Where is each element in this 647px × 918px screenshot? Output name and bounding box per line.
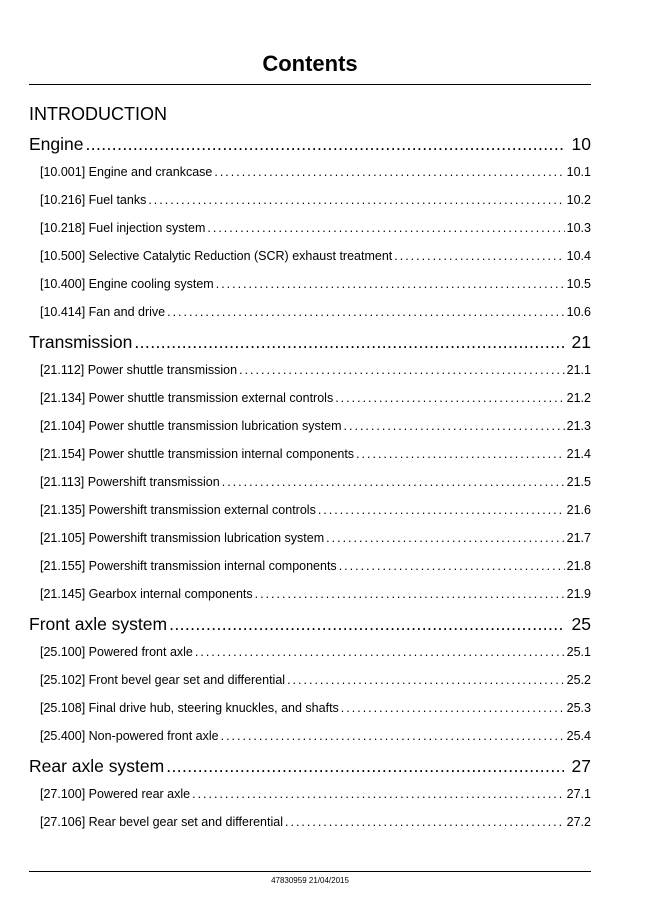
entry-label: [21.134] Power shuttle transmission external controls xyxy=(40,391,334,405)
dot-leader xyxy=(339,552,565,580)
toc-entry[interactable] xyxy=(29,496,591,524)
entry-page-number: 21.6 xyxy=(566,503,591,517)
dot-leader xyxy=(356,440,565,468)
dot-leader xyxy=(255,580,565,608)
entry-page-number: 27.2 xyxy=(566,815,591,829)
entry-page-number: 21.3 xyxy=(566,419,591,433)
entry-page-number: 10.6 xyxy=(566,305,591,319)
entry-page-number: 25.2 xyxy=(566,673,591,687)
entry-label: [21.105] Powershift transmission lubrication system xyxy=(40,531,325,545)
entry-page-number: 21.9 xyxy=(566,587,591,601)
section-title: Transmission xyxy=(29,332,133,352)
entry-page-number: 10.2 xyxy=(566,193,591,207)
section-page-number: 25 xyxy=(571,614,591,634)
entry-label: [10.001] Engine and crankcase xyxy=(40,165,213,179)
footer-doc-id: 47830959 21/04/2015 xyxy=(271,876,349,885)
toc-section-heading[interactable] xyxy=(29,610,591,638)
entry-label: [21.155] Powershift transmission internal components xyxy=(40,559,337,573)
entry-page-number: 21.7 xyxy=(566,531,591,545)
toc-entry[interactable] xyxy=(29,722,591,750)
entry-page-number: 10.1 xyxy=(566,165,591,179)
toc-entry[interactable] xyxy=(29,780,591,808)
section-title: Rear axle system xyxy=(29,756,165,776)
toc-entry[interactable] xyxy=(29,468,591,496)
entry-label: [21.104] Power shuttle transmission lubrication system xyxy=(40,419,342,433)
section-title: Front axle system xyxy=(29,614,168,634)
entry-page-number: 10.4 xyxy=(566,249,591,263)
entry-label: [21.112] Power shuttle transmission xyxy=(40,363,238,377)
table-of-contents xyxy=(29,100,591,836)
entry-label: [21.135] Powershift transmission external controls xyxy=(40,503,316,517)
entry-page-number: 21.1 xyxy=(566,363,591,377)
dot-leader xyxy=(166,752,563,780)
entry-page-number: 25.3 xyxy=(566,701,591,715)
entry-label: [25.102] Front bevel gear set and differential xyxy=(40,673,286,687)
entry-label: [25.100] Powered front axle xyxy=(40,645,193,659)
entry-label: [10.414] Fan and drive xyxy=(40,305,166,319)
toc-entry[interactable] xyxy=(29,580,591,608)
section-title: Engine xyxy=(29,134,84,154)
dot-leader xyxy=(86,130,564,158)
entry-label: [21.113] Powershift transmission xyxy=(40,475,220,489)
dot-leader xyxy=(285,808,565,836)
dot-leader xyxy=(239,356,565,384)
section-page-number: 27 xyxy=(571,756,591,776)
toc-entry[interactable] xyxy=(29,808,591,836)
toc-entry[interactable] xyxy=(29,298,591,326)
dot-leader xyxy=(222,468,565,496)
toc-entry[interactable] xyxy=(29,552,591,580)
toc-entry[interactable] xyxy=(29,524,591,552)
entry-page-number: 10.3 xyxy=(566,221,591,235)
dot-leader xyxy=(326,524,565,552)
dot-leader xyxy=(214,158,564,186)
section-page-number: 21 xyxy=(571,332,591,352)
toc-entry[interactable] xyxy=(29,412,591,440)
title-divider xyxy=(29,84,591,85)
entry-page-number: 21.8 xyxy=(566,559,591,573)
entry-label: [27.100] Powered rear axle xyxy=(40,787,191,801)
toc-entry[interactable] xyxy=(29,356,591,384)
entry-page-number: 21.5 xyxy=(566,475,591,489)
toc-entry[interactable] xyxy=(29,270,591,298)
entry-label: [10.216] Fuel tanks xyxy=(40,193,147,207)
entry-page-number: 21.4 xyxy=(566,447,591,461)
dot-leader xyxy=(195,638,565,666)
toc-entry[interactable] xyxy=(29,214,591,242)
toc-entry[interactable] xyxy=(29,666,591,694)
toc-entry[interactable] xyxy=(29,384,591,412)
dot-leader xyxy=(221,722,565,750)
dot-leader xyxy=(192,780,565,808)
entry-label: [21.154] Power shuttle transmission internal components xyxy=(40,447,355,461)
dot-leader xyxy=(148,186,564,214)
dot-leader xyxy=(134,328,563,356)
toc-section-heading[interactable] xyxy=(29,328,591,356)
dot-leader xyxy=(341,694,565,722)
dot-leader xyxy=(287,666,565,694)
entry-page-number: 25.4 xyxy=(566,729,591,743)
entry-label: [25.400] Non-powered front axle xyxy=(40,729,219,743)
entry-label: [10.500] Selective Catalytic Reduction (SCR) exhaust treatment xyxy=(40,249,393,263)
toc-entry[interactable] xyxy=(29,638,591,666)
page-title: Contents xyxy=(262,51,358,76)
toc-entry[interactable] xyxy=(29,186,591,214)
toc-entry[interactable] xyxy=(29,242,591,270)
entry-label: [10.218] Fuel injection system xyxy=(40,221,206,235)
dot-leader xyxy=(318,496,565,524)
entry-label: [21.145] Gearbox internal components xyxy=(40,587,253,601)
dot-leader xyxy=(207,214,564,242)
section-page-number: 10 xyxy=(571,134,591,154)
entry-page-number: 21.2 xyxy=(566,391,591,405)
entry-page-number: 27.1 xyxy=(566,787,591,801)
footer-divider xyxy=(29,871,591,872)
dot-leader xyxy=(394,242,564,270)
dot-leader xyxy=(216,270,565,298)
entry-page-number: 25.1 xyxy=(566,645,591,659)
entry-label: [10.400] Engine cooling system xyxy=(40,277,214,291)
toc-entry[interactable] xyxy=(29,440,591,468)
toc-sections xyxy=(29,130,591,836)
toc-section-heading[interactable] xyxy=(29,752,591,780)
toc-entry[interactable] xyxy=(29,158,591,186)
toc-entry[interactable] xyxy=(29,694,591,722)
dot-leader xyxy=(335,384,564,412)
toc-section-heading[interactable] xyxy=(29,130,591,158)
entry-page-number: 10.5 xyxy=(566,277,591,291)
dot-leader xyxy=(167,298,565,326)
dot-leader xyxy=(169,610,563,638)
entry-label: [25.108] Final drive hub, steering knuckles, and shafts xyxy=(40,701,339,715)
introduction-heading[interactable]: INTRODUCTION xyxy=(29,104,167,124)
entry-label: [27.106] Rear bevel gear set and differential xyxy=(40,815,283,829)
dot-leader xyxy=(344,412,565,440)
